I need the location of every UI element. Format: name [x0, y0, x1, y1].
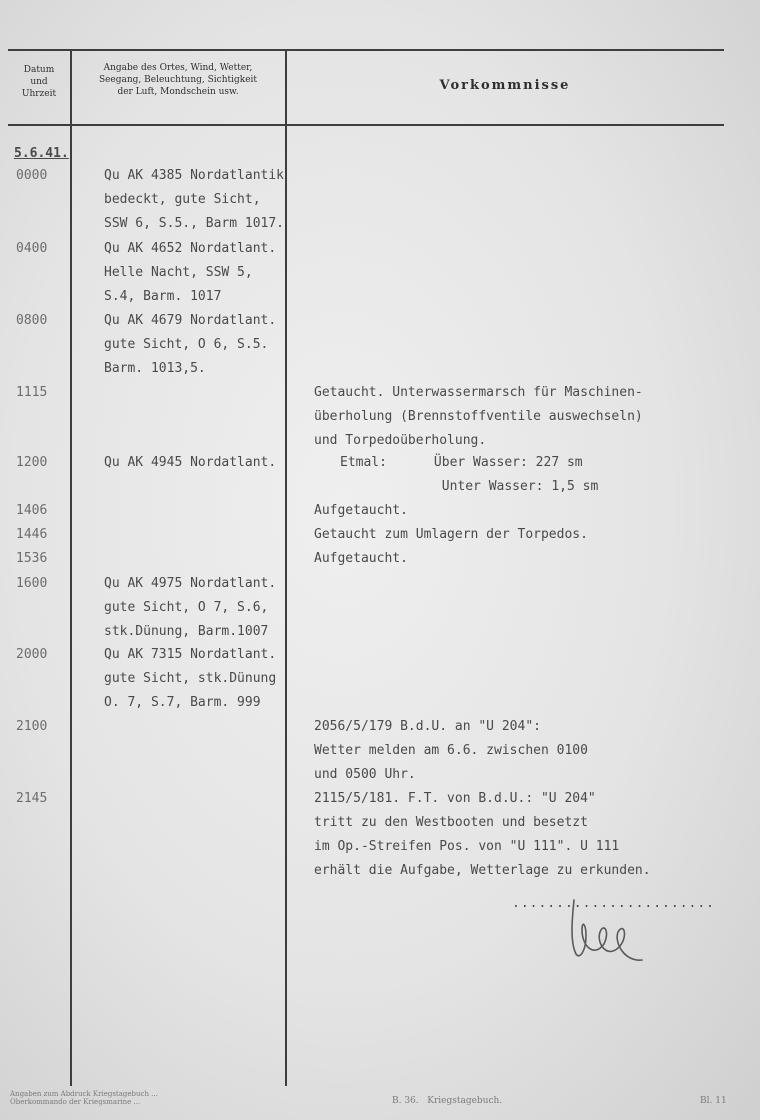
place-line: gute Sicht, O 6, S.5. [104, 337, 269, 352]
place-line: gute Sicht, stk.Dünung [104, 671, 277, 686]
event-1536: Aufgetaucht. [314, 551, 408, 566]
header-line: Uhrzeit [21, 89, 57, 99]
event-line: Unter Wasser: 1,5 sm [340, 479, 599, 494]
time-1406: 1406 [16, 503, 48, 518]
place-line: stk.Dünung, Barm.1007 [104, 624, 269, 639]
signature [560, 880, 660, 970]
place-line: bedeckt, gute Sicht, [104, 192, 261, 207]
place-line: S.4, Barm. 1017 [104, 289, 222, 304]
place-line: Barm. 1013,5. [104, 361, 206, 376]
place-line: Qu AK 4679 Nordatlant. [104, 313, 277, 328]
header-location-weather [74, 62, 282, 98]
place-1200: Qu AK 4945 Nordatlant. [104, 455, 277, 470]
place-line: SSW 6, S.5., Barm 1017. [104, 216, 285, 231]
header-bottom-rule [8, 124, 724, 126]
header-line: Angabe des Ortes, Wind, Wetter, [103, 63, 253, 73]
event-1446: Getaucht zum Umlagern der Torpedos. [314, 527, 588, 542]
event-1406: Aufgetaucht. [314, 503, 408, 518]
event-line: und Torpedoüberholung. [314, 433, 487, 448]
footer-right: Bl. 11 [700, 1096, 727, 1106]
footer-left [10, 1090, 158, 1106]
header-line: Seegang, Beleuchtung, Sichtigkeit [98, 75, 258, 85]
event-line: 2056/5/179 B.d.U. an "U 204": [314, 719, 541, 734]
place-line: Qu AK 4975 Nordatlant. [104, 576, 277, 591]
time-2000: 2000 [16, 647, 48, 662]
column-divider-1 [70, 50, 72, 1086]
time-1446: 1446 [16, 527, 48, 542]
time-1600: 1600 [16, 576, 48, 591]
time-1115: 1115 [16, 385, 48, 400]
event-line: im Op.-Streifen Pos. von "U 111". U 111 [314, 839, 620, 854]
event-line: Wetter melden am 6.6. zwischen 0100 [314, 743, 588, 758]
time-0000: 0000 [16, 168, 48, 183]
event-line: tritt zu den Westbooten und besetzt [314, 815, 588, 830]
place-line: Qu AK 7315 Nordatlant. [104, 647, 277, 662]
header-line: Datum [23, 65, 55, 75]
time-0800: 0800 [16, 313, 48, 328]
time-2100: 2100 [16, 719, 48, 734]
place-line: gute Sicht, O 7, S.6, [104, 600, 269, 615]
footer-center: B. 36. Kriegstagebuch. [392, 1096, 503, 1106]
header-line: und [30, 77, 48, 87]
footer-line: Angaben zum Abdruck Kriegstagebuch ... [10, 1090, 158, 1098]
event-line: 2115/5/181. F.T. von B.d.U.: "U 204" [314, 791, 596, 806]
event-line: Getaucht. Unterwassermarsch für Maschinen- [314, 385, 643, 400]
top-rule [8, 49, 724, 51]
entry-date: 5.6.41. [14, 146, 69, 161]
event-line: und 0500 Uhr. [314, 767, 416, 782]
place-line: Qu AK 4385 Nordatlantik [104, 168, 285, 183]
time-2145: 2145 [16, 791, 48, 806]
column-divider-2 [285, 50, 287, 1086]
time-1536: 1536 [16, 551, 48, 566]
time-1200: 1200 [16, 455, 48, 470]
header-events: Vorkommnisse [439, 78, 571, 93]
event-line: Etmal: Über Wasser: 227 sm [340, 455, 583, 470]
place-line: Helle Nacht, SSW 5, [104, 265, 253, 280]
header-line: der Luft, Mondschein usw. [117, 87, 239, 97]
signature-dotted-line: ....................... [512, 896, 716, 911]
event-line: erhält die Aufgabe, Wetterlage zu erkunden. [314, 863, 651, 878]
place-line: Qu AK 4652 Nordatlant. [104, 241, 277, 256]
place-line: O. 7, S.7, Barm. 999 [104, 695, 261, 710]
footer-line: Oberkommando der Kriegsmarine ... [10, 1098, 141, 1106]
time-0400: 0400 [16, 241, 48, 256]
header-date-time [10, 64, 68, 100]
event-line: überholung (Brennstoffventile auswechseln) [314, 409, 643, 424]
